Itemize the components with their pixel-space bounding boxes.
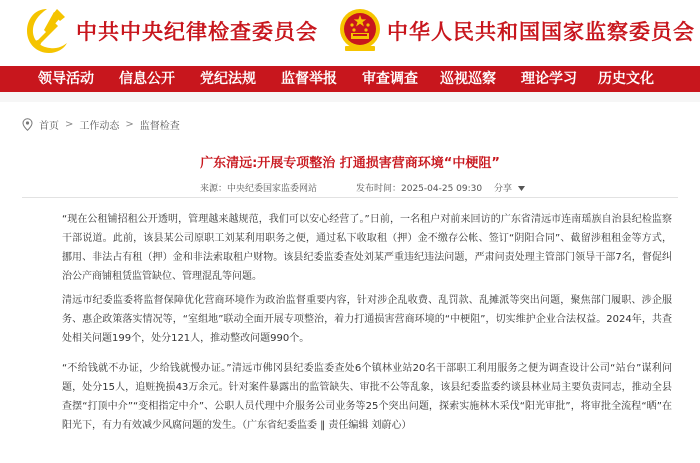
share-label: 分享 [494,184,513,194]
share-button[interactable] [494,181,525,194]
main-nav [0,66,700,92]
article-paragraph: “不给钱就不办证，少给钱就慢办证。”清远市佛冈县纪委监委查处6个镇林业站20名干部职工利用服务之便为调查设计公司“站台”谋利问题，处分15人，追赃挽损43万余元。针对案件暴露出的监管缺失、审批不公等乱象，该县纪委监委约谈县林业局主要负责同志，推动全县查摆“打顶中介”“变相指定中介”、公职人员代理中介服务公司业务等25个突出问题，探索实施林木采伐“阳光审批”，将审批全流程“晒”在阳光下，有力有效减少风腐问题的发生。（广东省纪委监委 ‖ 责任编辑 刘蔚心） [62,363,672,431]
article-paragraph: 清远市纪委监委将监督保障优化营商环境作为政治监督重要内容，针对涉企乱收费、乱罚款、乱摊派等突出问题，聚焦部门履职、涉企服务、惠企政策落实情况等，“室组地”联动全面开展专项整治，着力打通损害营商环境的“中梗阻”，切实维护企业合法权益。2024年，共查处相关问题199个，处分121人，推动整改问题990个。 [62,295,672,344]
nav-spacer [0,92,700,102]
cpc-org-name: 中共中央纪律检查委员会 [76,19,318,44]
divider [22,197,678,198]
breadcrumb-work-news[interactable]: 工作动态 [79,120,120,132]
breadcrumb-home[interactable]: 首页 [39,120,59,132]
chevron-down-icon [518,186,525,191]
article-datetime: 发布时间：2025-04-25 09:30 [356,184,483,194]
nav-item-report[interactable]: 监督举报 [281,71,337,87]
nav-item-info-disclosure[interactable]: 信息公开 [119,71,175,87]
nav-item-history[interactable]: 历史文化 [598,71,654,87]
nav-item-theory[interactable]: 理论学习 [521,71,577,87]
article-paragraph: “现在公租铺招租公开透明，管理越来越规范，我们可以安心经营了。”日前，一名租户对前来回访的广东省清远市连南瑶族自治县纪检监察干部说道。此前，该县某公司原职工刘某利用职务之便，通过私下收取租（押）金不缴存公帐、签订“阴阳合同”、截留涉租租金等方式，挪用、非法占有租（押）金和非法索取租户财物。该县纪委监委查处刘某严重违纪违法问题，严肃问责处理主管部门领导干部7名，督促纠治公产商铺租赁监管缺位、管理混乱等问题。 [62,214,672,282]
nav-item-regulations[interactable]: 党纪法规 [200,71,256,87]
national-emblem-icon [337,6,383,56]
location-pin-icon [22,118,33,131]
breadcrumb [22,116,180,132]
breadcrumb-separator: > [125,118,134,130]
party-emblem-icon [24,6,70,56]
nav-item-investigation[interactable]: 审查调查 [362,71,418,87]
breadcrumb-separator: > [65,118,74,130]
ns-org-name: 中华人民共和国国家监察委员会 [387,19,695,44]
breadcrumb-supervision[interactable]: 监督检查 [139,120,180,132]
nav-item-inspection[interactable]: 巡视巡察 [440,71,496,87]
site-header [0,0,700,66]
article-title: 广东清远:开展专项整治 打通损害营商环境“中梗阻” [200,156,500,171]
nav-item-leadership[interactable]: 领导活动 [38,71,94,87]
article-source: 来源：中央纪委国家监委网站 [200,184,318,194]
